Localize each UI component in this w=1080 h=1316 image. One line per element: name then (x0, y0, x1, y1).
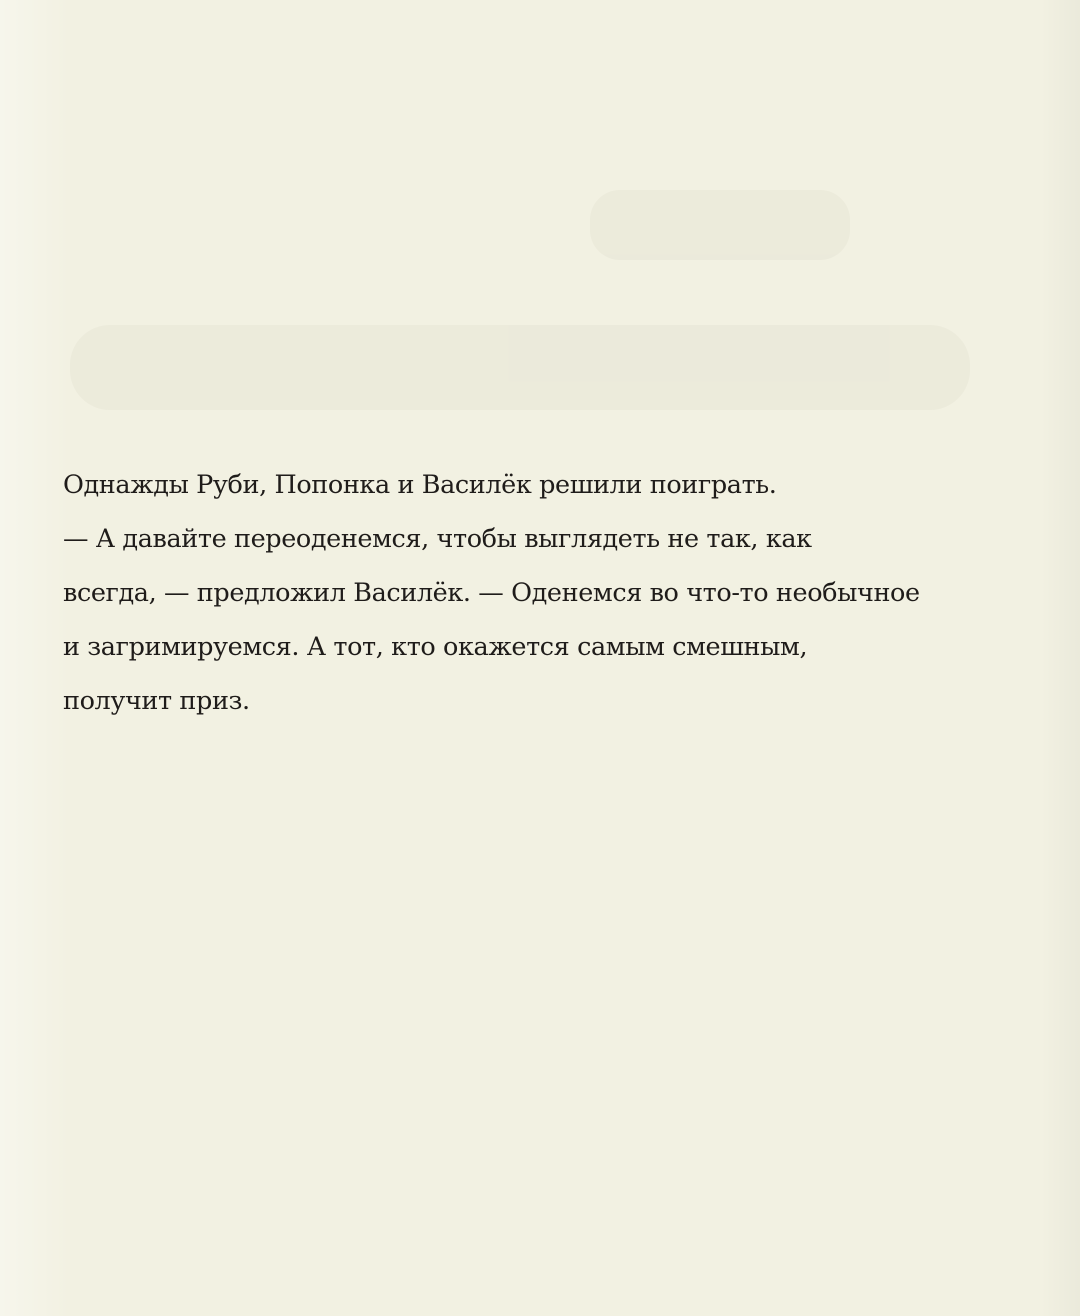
story-line-3: всегда, — предложил Василёк. — Оденемся во что-то необычное (63, 578, 920, 608)
story-line-5: получит приз. (63, 686, 250, 716)
show-through-title-shadow (0, 170, 1080, 430)
story-line-4: и загримируемся. А тот, кто окажется самым смешным, (63, 632, 808, 662)
story-paragraph (63, 458, 1023, 728)
story-line-2: — А давайте переоденемся, чтобы выглядеть не так, как (63, 524, 812, 554)
story-line-1: Однажды Руби, Попонка и Василёк решили поиграть. (63, 470, 777, 500)
